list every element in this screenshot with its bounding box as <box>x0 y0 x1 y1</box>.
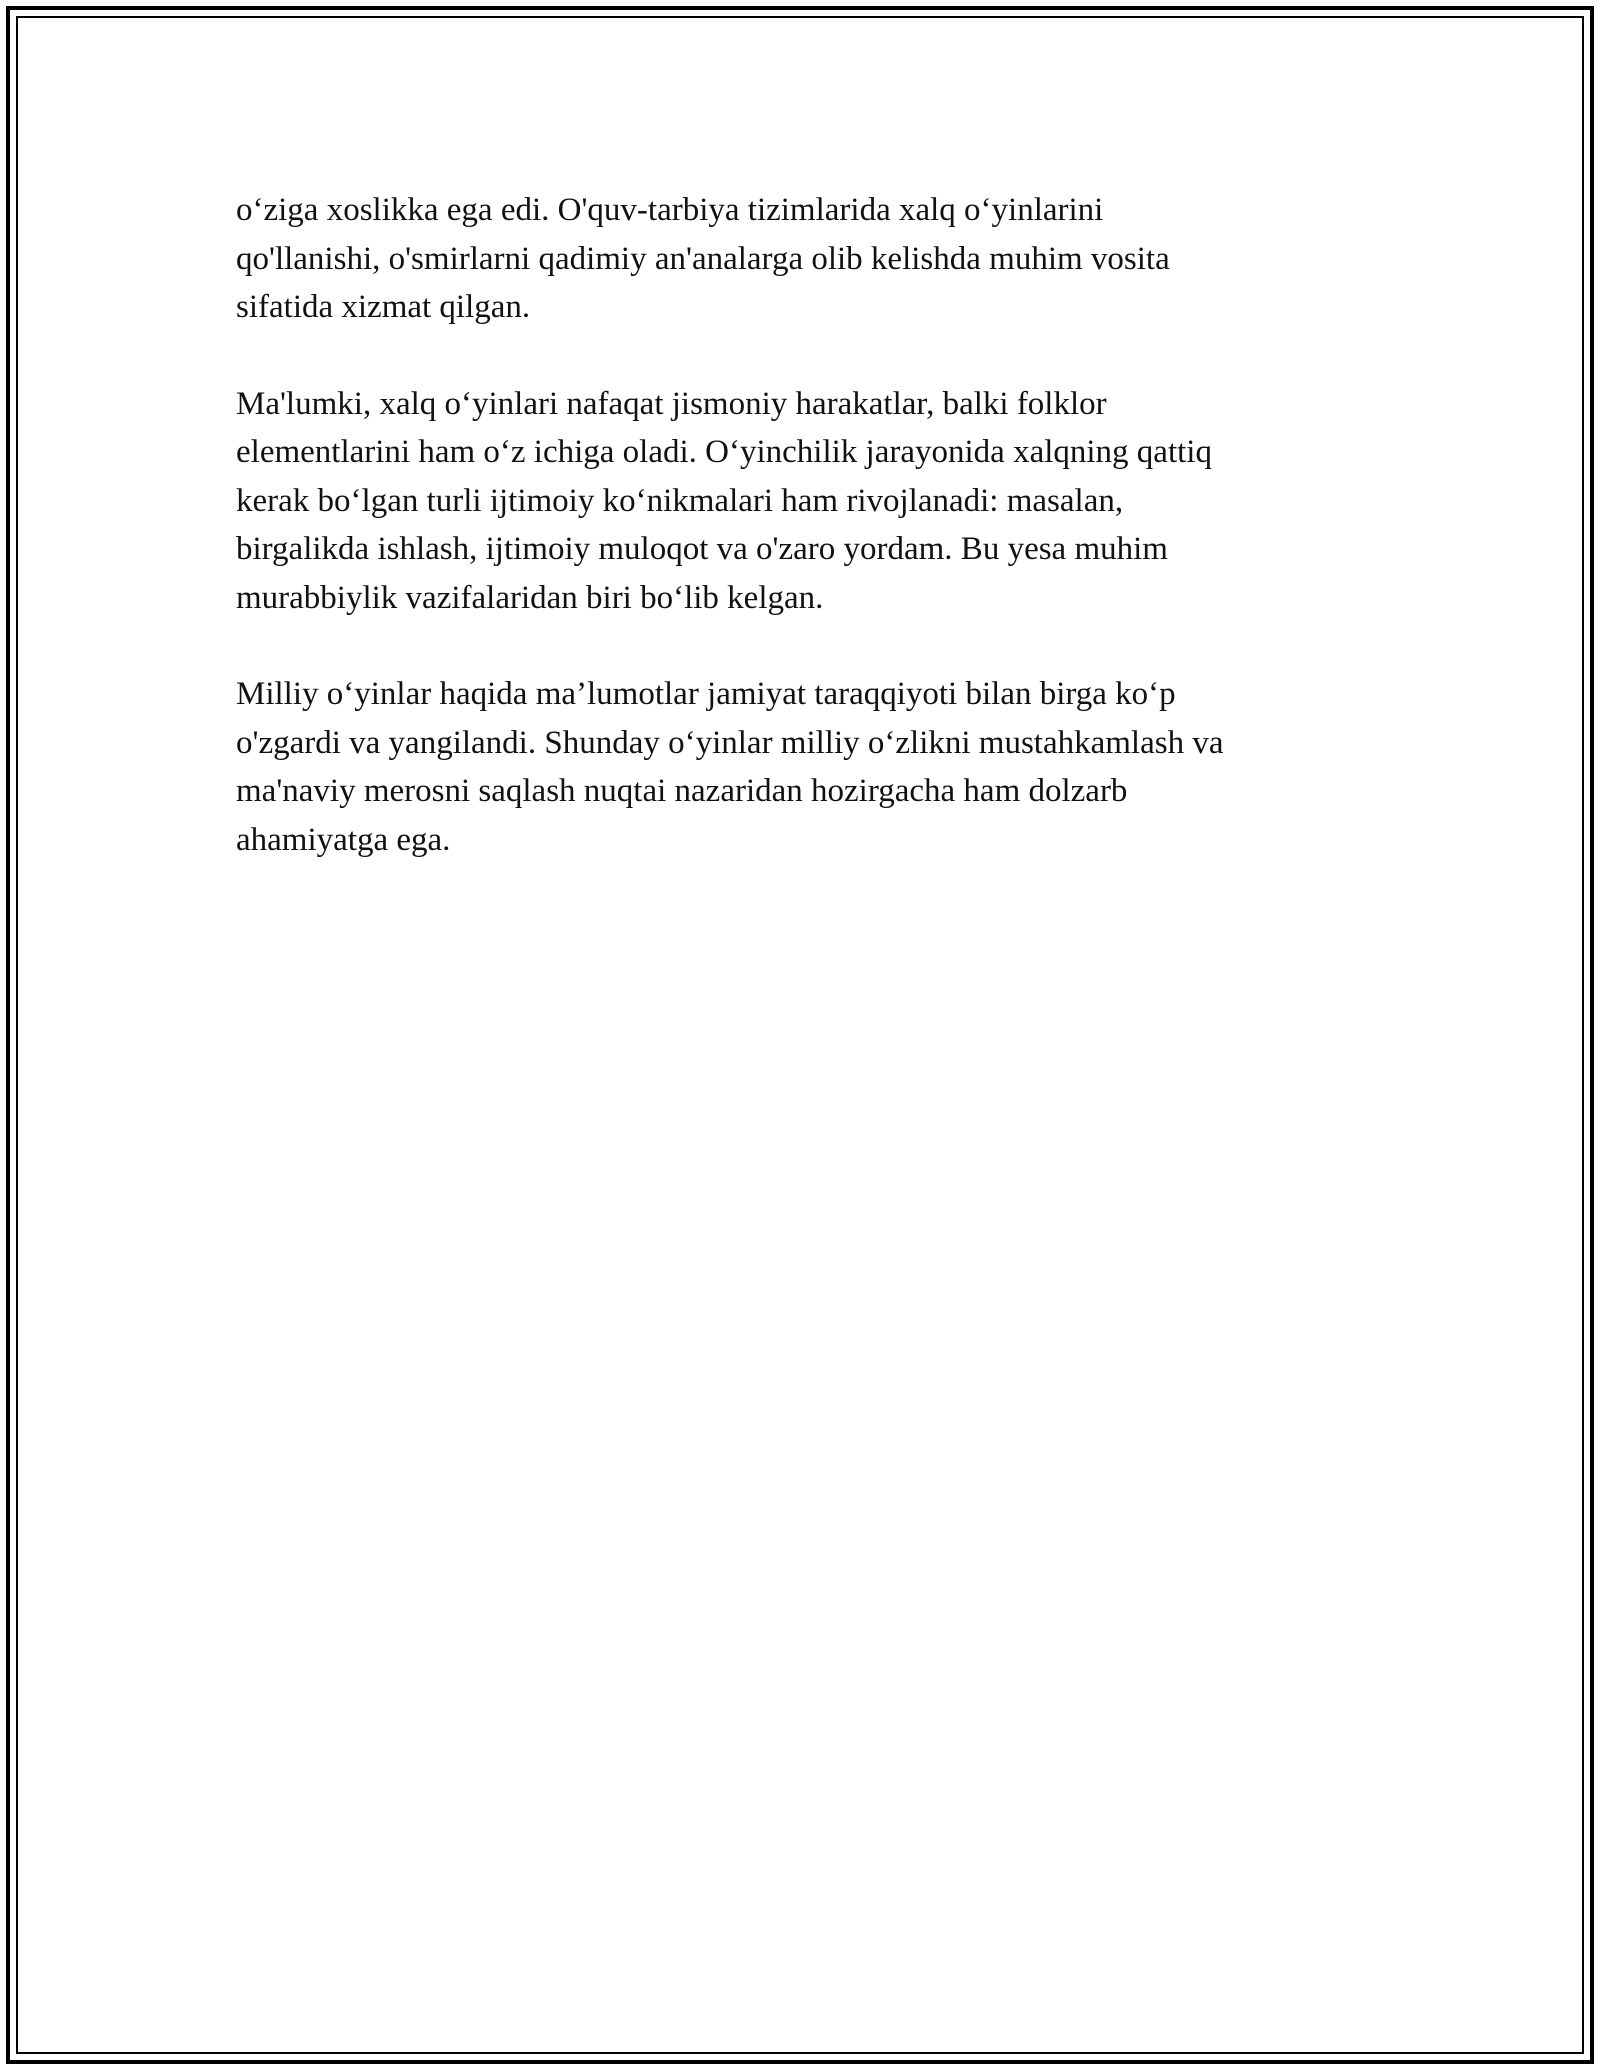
document-body <box>236 186 1366 912</box>
text-line: murabbiylik vazifalaridan biri bo‘lib kelgan. <box>236 579 824 616</box>
text-line: Ma'lumki, xalq o‘yinlari nafaqat jismoniy harakatlar, balki folklor <box>236 385 1107 422</box>
text-line: ma'naviy merosni saqlash nuqtai nazaridan hozirgacha ham dolzarb <box>236 773 1128 809</box>
text-line: o'zgardi va yangilandi. Shunday o‘yinlar milliy o‘zlikni mustahkamlash va <box>236 724 1224 761</box>
text-line: o‘ziga xoslikka ega edi. O'quv-tarbiya tizimlarida xalq o‘yinlarini <box>236 192 1104 228</box>
text-line: sifatida xizmat qilgan. <box>236 289 531 325</box>
paragraph-3 <box>236 670 1366 864</box>
text-line: Milliy o‘yinlar haqida ma’lumotlar jamiyat taraqqiyoti bilan birga ko‘p <box>236 676 1176 712</box>
text-line: kerak bo‘lgan turli ijtimoiy ko‘nikmalari ham rivojlanadi: masalan, <box>236 482 1124 519</box>
paragraph-1 <box>236 186 1366 332</box>
paragraph-2 <box>236 380 1366 623</box>
text-line: elementlarini ham o‘z ichiga oladi. O‘yinchilik jarayonida xalqning qattiq <box>236 434 1212 470</box>
text-line: ahamiyatga ega. <box>236 821 451 858</box>
text-line: qo'llanishi, o'smirlarni qadimiy an'analarga olib kelishda muhim vosita <box>236 240 1170 277</box>
text-line: birgalikda ishlash, ijtimoiy muloqot va o'zaro yordam. Bu yesa muhim <box>236 531 1168 567</box>
